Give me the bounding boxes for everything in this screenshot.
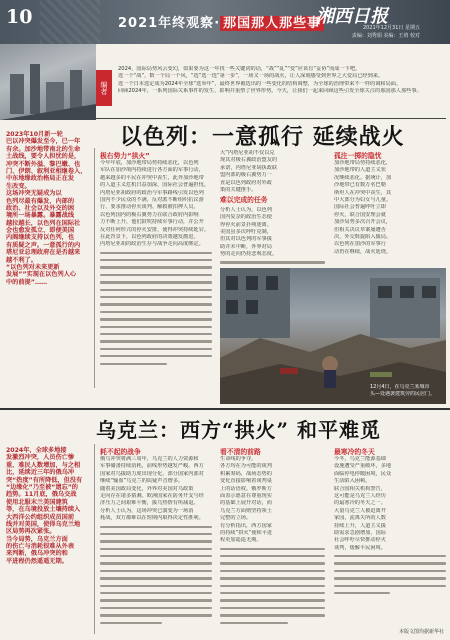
story2-lead-line: 等，在乌境投放土壤持续入 <box>6 506 81 513</box>
story1-body-line: 的人道主义危机日益加深，国际社会普遍担忧。 <box>100 182 209 189</box>
text-line-filler <box>100 614 212 616</box>
story1-right-line: 沙地带已有数万名巴勒 <box>334 182 386 189</box>
header-decoration <box>40 0 100 44</box>
text-line-filler <box>100 592 212 594</box>
story1-lead-line: 中东地缘政治格局正在发 <box>6 175 75 182</box>
text-line-filler <box>100 252 212 254</box>
story1-mid-line: 现其对极右翼政治盟友的 <box>220 157 278 164</box>
story1-lead-line: 越拉越长，以色列在国际社 <box>6 219 81 227</box>
story2-body-line: 俄乌冲突将满三周年，乌克兰的人力资源和 <box>100 456 199 462</box>
gaza-rubble-photo <box>220 268 446 404</box>
story2-lead-line: 发激烈冲突，人员伤亡惨 <box>6 454 75 461</box>
text-line-filler <box>100 281 212 283</box>
story2-right-line: 持续上升，人道主义援 <box>334 522 386 529</box>
story1-right-line: 动仍在继续，战火延烧。 <box>334 248 392 255</box>
story1-divider <box>94 148 95 388</box>
story2-right-line: 大量乌克兰人被迫离开 <box>334 507 386 514</box>
text-line-filler <box>100 570 212 572</box>
story1-right-line: 加沙局势多次召开会议， <box>334 219 392 226</box>
story1-right-line: 决，外交斡旋陷入僵局。 <box>334 233 392 240</box>
story1-lead-line: 巴以冲突爆发至今，已一年 <box>6 138 81 145</box>
story2-lead-column <box>6 446 90 564</box>
story1-lead-line: 政治、社会以及外交的困 <box>6 204 75 212</box>
story2-mid-line: 变化直接影响着谈判桌 <box>220 478 272 485</box>
story1-rule <box>96 118 446 119</box>
story2-lead-line: 的伤亡与消耗很难从外表 <box>6 543 75 550</box>
story1-mid-line: 直是以色列政府对外政 <box>220 179 272 186</box>
text-line-filler <box>100 622 162 624</box>
story1-body-line: 内塔尼亚胡政府的政治与军事路线引发以色列 <box>100 189 204 196</box>
story1-right-line: 况继续恶化。据统计，加 <box>334 174 392 181</box>
story1-subhead-3: 孤注一掷的隐忧 <box>334 152 382 160</box>
section-banner <box>118 12 324 31</box>
story1-right-line: 中大部分为妇女与儿童。 <box>334 196 392 203</box>
story2-body-line: 济压力之间艰难平衡，援乌热情有所减退。 <box>100 500 199 507</box>
story1-body-line: 反对任何形式的停火安排，使得冲突持续延宕。 <box>100 226 209 233</box>
editor-note-tag: 编者 <box>96 70 112 106</box>
story2-lead-line: 线并对美国，使得乌克兰地 <box>6 520 81 528</box>
text-line-filler <box>100 607 212 609</box>
story1-mid-line: 分析人士认为，以色列 <box>220 206 272 213</box>
story1-body-line: 在此背景下，以色列政府的决策越发激进， <box>100 233 199 240</box>
story2-lead-line: 当今局势，乌克兰方面 <box>6 535 68 543</box>
story1-lead-line: 内阁继续支持以色列，也 <box>6 234 75 241</box>
story1-lead-line: 中的前提”…… <box>6 278 48 286</box>
story1-lead-line: 有余。加沙地带南北的生命 <box>6 145 81 153</box>
story1-right-line: 以色列在加沙的军事行 <box>334 241 386 248</box>
text-line-filler <box>334 592 390 594</box>
text-line-filler <box>100 340 212 342</box>
story1-subhead-1: 极右势力“拱火” <box>100 152 150 160</box>
story1-body-column <box>100 160 212 370</box>
story1-right-column <box>334 160 446 256</box>
story1-right-line: 斯坦人在冲突中丧生，其 <box>334 189 392 196</box>
editor-note-line: 回顾2024年，一系列国际关系事件的发生，影响并重塑了世界形势。今天，让我们一起来回顾这些引发全球关注的那国那人那些事。 <box>118 88 422 95</box>
editor-note-line: 选一个“战”，数一个局一个风，“选”选一选“第一步”，一场又一场的战火，让人深刻感受到世界之大变局已经到来。 <box>118 73 384 80</box>
story2-mid-line: 有分析指出，西方国家 <box>220 522 272 529</box>
story2-body-column <box>100 456 212 629</box>
story2-subhead-2: 看不清的前路 <box>220 448 261 456</box>
story1-lead-column <box>6 130 90 285</box>
story1-mid-line: 策的关键推手。 <box>220 186 257 193</box>
story2-headline: 乌克兰：西方“拱火” 和平难觅 <box>96 418 381 442</box>
story1-right-line: 加沙地带局势持续恶化， <box>334 160 392 166</box>
story2-lead-line: 比，延续近三年的俄乌冲 <box>6 469 75 476</box>
story1-lead-line: 2023年10月新一轮 <box>6 131 63 138</box>
text-line-filler <box>334 577 446 579</box>
text-line-filler <box>220 599 325 601</box>
text-line-filler <box>100 577 212 579</box>
story1-body-line: 力不断上升，他们鼓吹持续军事行动，并公开 <box>100 219 204 226</box>
text-line-filler <box>220 607 325 609</box>
story1-body-line: 行，要求推动停火谈判、解救被扣押人员。 <box>100 204 199 211</box>
story2-mid-line: 面表示愿意在尊重现实 <box>220 492 272 499</box>
story1-lead-line: 会也愈发孤立，即便美国 <box>6 227 75 234</box>
story2-lead-line: 趋势。11月底，俄乌交战 <box>6 491 77 498</box>
story1-mid-line: 助并未中断，外界对局 <box>220 243 272 250</box>
story2-mid-line: 乌克兰方面则坚持领土 <box>220 507 272 514</box>
text-line-filler <box>100 326 212 328</box>
story2-body-line: 军事储备持续消耗，前线形势越发严峻。西方 <box>100 463 204 470</box>
header-photo-graphic <box>0 44 96 120</box>
photo-caption-line: 头—处遇袭建筑旁的民居门。 <box>370 390 436 397</box>
story1-mid-line: 国内复杂的政治生态使 <box>220 214 272 221</box>
text-line-filler <box>220 570 325 572</box>
story1-headline: 以色列：一意孤行 延续战火 <box>120 124 405 150</box>
text-line-filler <box>220 548 325 550</box>
story2-right-line: 助需求急剧增加，国际 <box>334 529 386 536</box>
story2-body-line: 分析人士认为，这场冲突已演变为一场消 <box>100 507 194 514</box>
story2-lead-line: 2024年，全球多地接 <box>6 447 67 454</box>
text-line-filler <box>334 555 446 557</box>
story2-lead-line: 区局势再次紧张。 <box>6 528 56 535</box>
editor-note-text <box>118 66 444 96</box>
text-line-filler <box>100 363 167 365</box>
text-line-filler <box>100 526 212 528</box>
text-line-filler <box>220 562 325 564</box>
text-line-filler <box>100 599 212 601</box>
source-byline: 本版文图均据新华社 <box>398 629 444 635</box>
story2-body-line: 继续“输血”乌克兰的质疑声音增多。 <box>100 478 184 485</box>
text-line-filler <box>100 303 212 305</box>
text-line-filler <box>220 577 325 579</box>
story2-body-line: 随着美国政局变化，外界对美国对乌政策 <box>100 485 194 492</box>
banner-highlight: 那国那人那些事 <box>220 16 324 31</box>
story2-right-line: 社会呼吁尽快推动停火 <box>334 537 386 544</box>
story1-right-line: 国际社会普遍呼吁立即 <box>334 204 386 211</box>
issue-date: 2021年12月31日 星期五 <box>362 25 420 31</box>
story2-mid-line: 上的话语权。俄罗斯方 <box>220 485 272 492</box>
story2-right-line: 谈判，缓解平民困境。 <box>334 544 386 551</box>
page-header <box>0 0 450 44</box>
story1-lead-line: “以色列对未来更新 <box>6 264 60 271</box>
editor-note-line: 2024，国际局势风云变幻，如果要为这一年找一些关键词的话，“战”“乱”“变”应该有“妥协”而成一下吧。 <box>118 66 361 72</box>
story1-lead-line: 塔尼亚总理政府在是否越来 <box>6 249 81 256</box>
text-line-filler <box>100 548 212 550</box>
story1-body-line: 以色列国内的极右翼势力在联合政府内影响 <box>100 211 199 218</box>
story2-right-line: 的最寒冷的冬天之一。 <box>334 500 386 507</box>
story1-lead-line: 生改变。 <box>6 182 31 190</box>
story2-subhead-3: 最寒冷的冬天 <box>334 448 375 456</box>
story1-lead-line: 越不利了。 <box>6 256 37 264</box>
text-line-filler <box>100 333 212 335</box>
story1-lead-line: 门、伊朗、叙利亚相继卷入， <box>6 167 87 175</box>
text-line-filler <box>220 592 325 594</box>
story2-right-line: 联合国相关机构警告， <box>334 485 386 492</box>
story1-mid-line: 但其对以色列的军事援 <box>220 236 272 243</box>
text-line-filler <box>334 585 446 587</box>
story1-body-line: 军队在加沙境内持续进行各方面的军事行动， <box>100 167 204 174</box>
story1-lead-line: 这场冲突无疑成为以 <box>6 190 62 197</box>
banner-separator: · <box>214 16 221 31</box>
story2-mid-line: 完整的立场。 <box>220 515 252 522</box>
photo-caption-line: 12月4日，在乌克兰某城市 <box>370 384 430 390</box>
story2-mid-line: 生命线的争夺。 <box>220 456 257 462</box>
story2-right-line: 生活陷入困顿。 <box>334 478 371 485</box>
story2-right-line: 今冬，乌克兰能源基础 <box>334 456 386 462</box>
story1-mid-line: 盟内部的极右翼势力一 <box>220 172 272 179</box>
story2-right-line: 面临停电停暖困境，民众 <box>334 470 392 477</box>
story1-mid-line: 得停火前景扑朔迷离。 <box>220 221 272 228</box>
story1-lead-line: 发展””实现在以色列人心 <box>6 271 77 278</box>
story1-mid-line: 大”内塔尼亚胡不仅以兑 <box>220 150 275 156</box>
story1-body-line: 越来越多的平民在冲突中丧生，此外加沙地带 <box>100 174 204 181</box>
header-photo <box>0 44 96 120</box>
story1-right-line: 加沙地带的人道主义状 <box>334 167 386 174</box>
text-line-filler <box>220 585 325 587</box>
story1-lead-line: 有质疑之声。一意孤行的内 <box>6 241 81 249</box>
story1-mid-line: 势的走向仍持悲观态度。 <box>220 251 278 258</box>
story2-rule <box>0 408 450 410</box>
story2-lead-line: “边缘化”乃至被“遗忘”的 <box>6 483 78 491</box>
story2-lead-line: 重，难民人数增加，与之相 <box>6 461 81 469</box>
story2-lead-line: 平进程仍然遥遥无期。 <box>6 557 68 565</box>
story2-lead-line: 来判断，俄乌冲突的和 <box>6 550 68 557</box>
story2-right-line: 家园，流离失所的人数 <box>334 515 386 522</box>
text-line-filler <box>100 311 212 313</box>
text-line-filler <box>220 622 288 624</box>
story1-lead-line: 境所一场暴露。暴露战线 <box>6 212 75 219</box>
banner-prefix: 2021年终观察 <box>118 16 215 31</box>
text-line-filler <box>334 570 446 572</box>
story2-mid-column <box>220 456 325 629</box>
text-line-filler <box>100 562 212 564</box>
story2-body-line: 国家对乌援助力度出现分化，部分国家内部对 <box>100 470 204 477</box>
text-line-filler <box>100 585 212 587</box>
text-line-filler <box>220 614 325 616</box>
text-line-filler <box>334 562 446 564</box>
text-line-filler <box>100 259 212 261</box>
story1-body-line: 今年年底，加沙地带局势持续恶化，以色列 <box>100 160 199 166</box>
text-line-filler <box>220 261 325 263</box>
story1-subhead-2: 难以完成的任务 <box>220 196 268 205</box>
text-line-filler <box>100 318 212 320</box>
story2-lead-line: 使用北服末兰美国建筑 <box>6 498 68 506</box>
text-line-filler <box>100 274 212 276</box>
staff-credits: 责编：刘秀娟 美编：王靖 校对 <box>351 33 420 39</box>
newspaper-brand: 湘西日报 <box>316 6 388 27</box>
editor-note <box>96 64 446 114</box>
text-line-filler <box>100 266 212 268</box>
photo-caption <box>370 384 444 397</box>
text-line-filler <box>100 540 212 542</box>
story2-lead-line: 突“热度”有所降低，但没有 <box>6 476 83 483</box>
story1-body-line: 国内不少民众的不满，反对派不断组织抗议游 <box>100 196 204 203</box>
story2-right-line: 设施遭受严重破坏，多地 <box>334 463 392 470</box>
text-line-filler <box>100 348 212 350</box>
story2-mid-line: 的基础上展开对话，而 <box>220 500 272 507</box>
story2-lead-line: 大西洋公约组织成员国前 <box>6 513 75 520</box>
story1-mid-line: 承诺，内塔尼亚胡执政联 <box>220 164 278 171</box>
story2-right-line: 这可能是乌克兰人经历 <box>334 492 386 499</box>
story2-subhead-1: 耗不起的战争 <box>100 448 141 456</box>
story1-right-line: 停火，联合国安理会就 <box>334 211 386 218</box>
story1-lead-line: 色列尽最有爆发，内部的 <box>6 197 75 204</box>
story1-mid-line: 美国虽多次呼吁克制， <box>220 228 272 235</box>
story2-mid-line: 的持续“拱火”使和平进 <box>220 529 273 536</box>
text-line-filler <box>100 296 212 298</box>
story1-right-line: 但相关决议草案屡遭否 <box>334 226 386 233</box>
story1-body-line: 内塔尼亚胡的政治生存与战争走向高度绑定。 <box>100 241 204 248</box>
story2-body-line: 耗战，双方都难以在短期内取得决定性胜利。 <box>100 515 204 522</box>
text-line-filler <box>100 289 212 291</box>
text-line-filler <box>100 355 212 357</box>
story2-mid-line: 各方均在为可能的谈判 <box>220 463 272 470</box>
text-line-filler <box>100 555 212 557</box>
story2-mid-line: 程更加遥遥无期。 <box>220 537 262 544</box>
text-line-filler <box>100 533 212 535</box>
story2-mid-line: 积累筹码，战场态势的 <box>220 470 272 477</box>
story2-body-line: 走向存在诸多猜测。欧洲国家在防务开支与经 <box>100 492 204 499</box>
story1-lead-line: 土战线，要令人担忧的是， <box>6 153 81 160</box>
editor-note-line: 选一个日本选定成为2024年全球“选举年”，最终世界被选出的一些变化的结构调整，为全球的治理带来不一样的调和局面。 <box>118 80 402 87</box>
text-line-filler <box>220 555 325 557</box>
story2-right-column <box>334 456 446 599</box>
page-number: 10 <box>6 6 33 28</box>
story2-divider <box>94 444 95 634</box>
story1-lead-line: 冲突不断外溢，黎巴嫩、也 <box>6 160 81 167</box>
